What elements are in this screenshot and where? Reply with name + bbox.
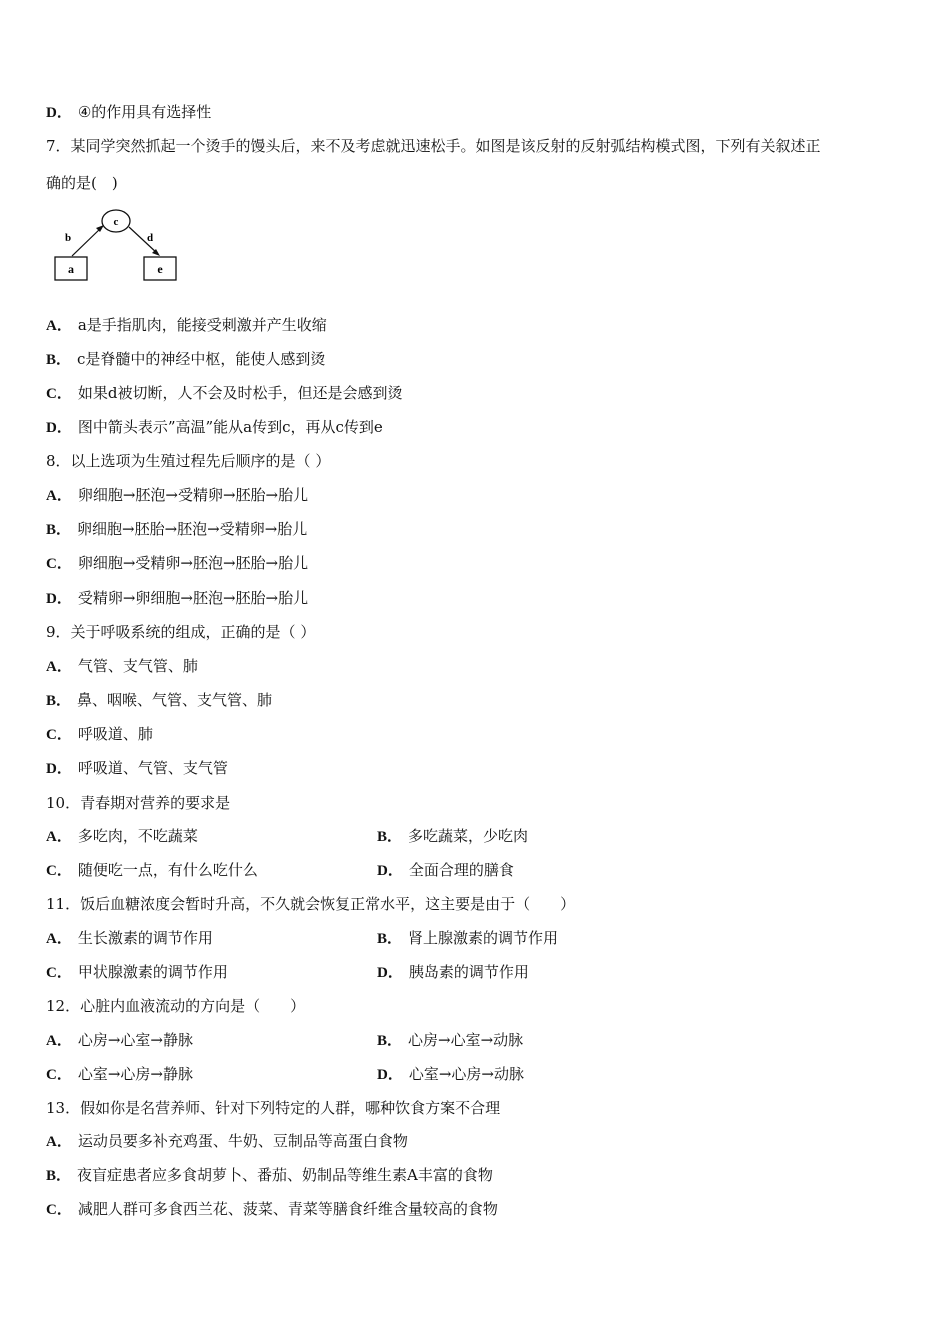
option-label: A． (46, 829, 72, 845)
option-label: C． (46, 863, 72, 879)
q9-option-d[interactable] (46, 757, 228, 780)
option-label: B． (377, 1033, 403, 1049)
option-label: B． (46, 1168, 72, 1184)
q12-option-a[interactable] (46, 1029, 193, 1052)
option-label: C． (46, 1202, 72, 1218)
option-text: 肾上腺激素的调节作用 (408, 929, 559, 947)
option-label: D． (377, 1067, 403, 1083)
option-text: 气管、支气管、肺 (77, 657, 198, 675)
option-label: B． (46, 522, 72, 538)
node-b-label: b (64, 232, 72, 244)
option-label: C． (46, 556, 72, 572)
q12-option-d[interactable] (377, 1063, 524, 1086)
q8-option-d[interactable] (46, 587, 308, 610)
arrow-d (129, 227, 158, 254)
option-text: 随便吃一点，有什么吃什么 (77, 861, 258, 879)
option-label: A． (46, 488, 72, 504)
option-text: 减肥人群可多食西兰花、菠菜、青菜等膳食纤维含量较高的食物 (77, 1200, 498, 1218)
q13-option-c[interactable] (46, 1198, 498, 1221)
node-a-label: a (68, 262, 74, 276)
option-label: A． (46, 659, 72, 675)
q12-option-b[interactable] (377, 1029, 523, 1052)
q11-stem: 11．饭后血糖浓度会暂时升高，不久就会恢复正常水平，这主要是由于（ ） (46, 895, 576, 913)
option-text: 甲状腺激素的调节作用 (77, 963, 228, 981)
node-e-label: e (157, 262, 163, 276)
q11-option-a[interactable] (46, 927, 213, 950)
option-text: ④的作用具有选择性 (77, 103, 212, 121)
q10-stem: 10．青春期对营养的要求是 (46, 794, 231, 812)
q12-stem: 12．心脏内血液流动的方向是（ ） (46, 997, 306, 1015)
q9-stem: 9．关于呼吸系统的组成，正确的是（ ） (46, 623, 316, 641)
q13-option-a[interactable] (46, 1130, 408, 1153)
q8-option-c[interactable] (46, 552, 308, 575)
q10-option-d[interactable] (377, 859, 514, 882)
option-text: 卵细胞→胚泡→受精卵→胚胎→胎儿 (77, 486, 309, 504)
option-text: 卵细胞→受精卵→胚泡→胚胎→胎儿 (77, 554, 309, 572)
option-text: 运动员要多补充鸡蛋、牛奶、豆制品等高蛋白食物 (77, 1132, 408, 1150)
option-label: A． (46, 1134, 72, 1150)
option-label: D． (46, 105, 72, 121)
q10-option-a[interactable] (46, 825, 198, 848)
option-text: 心室→心房→静脉 (77, 1065, 193, 1083)
option-text: 受精卵→卵细胞→胚泡→胚胎→胎儿 (77, 589, 309, 607)
q12-option-c[interactable] (46, 1063, 193, 1086)
q11-option-d[interactable] (377, 961, 529, 984)
reflex-arc-diagram (50, 205, 182, 285)
node-c-label: c (113, 216, 119, 228)
q9-option-a[interactable] (46, 655, 198, 678)
q13-option-b[interactable] (46, 1164, 493, 1187)
option-label: C． (46, 1067, 72, 1083)
option-label: C． (46, 386, 72, 402)
q10-option-b[interactable] (377, 825, 528, 848)
option-label: A． (46, 931, 72, 947)
option-label: D． (46, 591, 72, 607)
q13-stem: 13．假如你是名营养师、针对下列特定的人群，哪种饮食方案不合理 (46, 1099, 501, 1117)
q11-option-b[interactable] (377, 927, 558, 950)
option-text: c是脊髓中的神经中枢，能使人感到烫 (77, 350, 326, 368)
option-label: C． (46, 727, 72, 743)
q7-option-b[interactable] (46, 348, 325, 371)
option-text: 心房→心室→静脉 (77, 1031, 193, 1049)
q7-option-d[interactable] (46, 416, 383, 439)
option-text: a是手指肌肉，能接受刺激并产生收缩 (77, 316, 327, 334)
option-label: D． (46, 420, 72, 436)
option-label: A． (46, 318, 72, 334)
arrow-b (72, 227, 102, 256)
option-label: B． (377, 829, 403, 845)
option-label: D． (377, 863, 403, 879)
q6-option-d[interactable] (46, 101, 211, 124)
option-text: 呼吸道、肺 (77, 725, 153, 743)
option-label: B． (377, 931, 403, 947)
option-label: D． (377, 965, 403, 981)
q9-option-c[interactable] (46, 723, 153, 746)
option-text: 图中箭头表示”高温”能从a传到c，再从c传到e (77, 418, 383, 436)
option-text: 多吃蔬菜，少吃肉 (408, 827, 529, 845)
q10-option-c[interactable] (46, 859, 258, 882)
option-text: 鼻、咽喉、气管、支气管、肺 (77, 691, 273, 709)
q11-option-c[interactable] (46, 961, 228, 984)
option-text: 生长激素的调节作用 (77, 929, 213, 947)
q8-option-b[interactable] (46, 518, 307, 541)
q7-stem-line2: 确的是( ) (46, 174, 118, 192)
q9-option-b[interactable] (46, 689, 272, 712)
option-text: 胰岛素的调节作用 (408, 963, 529, 981)
option-text: 心房→心室→动脉 (408, 1031, 524, 1049)
option-label: B． (46, 693, 72, 709)
option-label: C． (46, 965, 72, 981)
q7-option-c[interactable] (46, 382, 402, 405)
q8-stem: 8．以上选项为生殖过程先后顺序的是（ ） (46, 452, 331, 470)
option-text: 如果d被切断，人不会及时松手，但还是会感到烫 (77, 384, 403, 402)
option-text: 心室→心房→动脉 (408, 1065, 524, 1083)
option-label: B． (46, 352, 72, 368)
option-text: 多吃肉，不吃蔬菜 (77, 827, 198, 845)
node-d-label: d (146, 232, 154, 244)
q7-option-a[interactable] (46, 314, 327, 337)
option-text: 卵细胞→胚胎→胚泡→受精卵→胎儿 (77, 520, 308, 538)
option-text: 夜盲症患者应多食胡萝卜、番茄、奶制品等维生素A丰富的食物 (77, 1166, 493, 1184)
q7-stem-line1: 7．某同学突然抓起一个烫手的馒头后，来不及考虑就迅速松手。如图是该反射的反射弧结构模式图，下列有关叙述正 (46, 137, 821, 155)
q8-option-a[interactable] (46, 484, 308, 507)
option-label: A． (46, 1033, 72, 1049)
option-text: 呼吸道、气管、支气管 (77, 759, 228, 777)
option-text: 全面合理的膳食 (408, 861, 514, 879)
option-label: D． (46, 761, 72, 777)
